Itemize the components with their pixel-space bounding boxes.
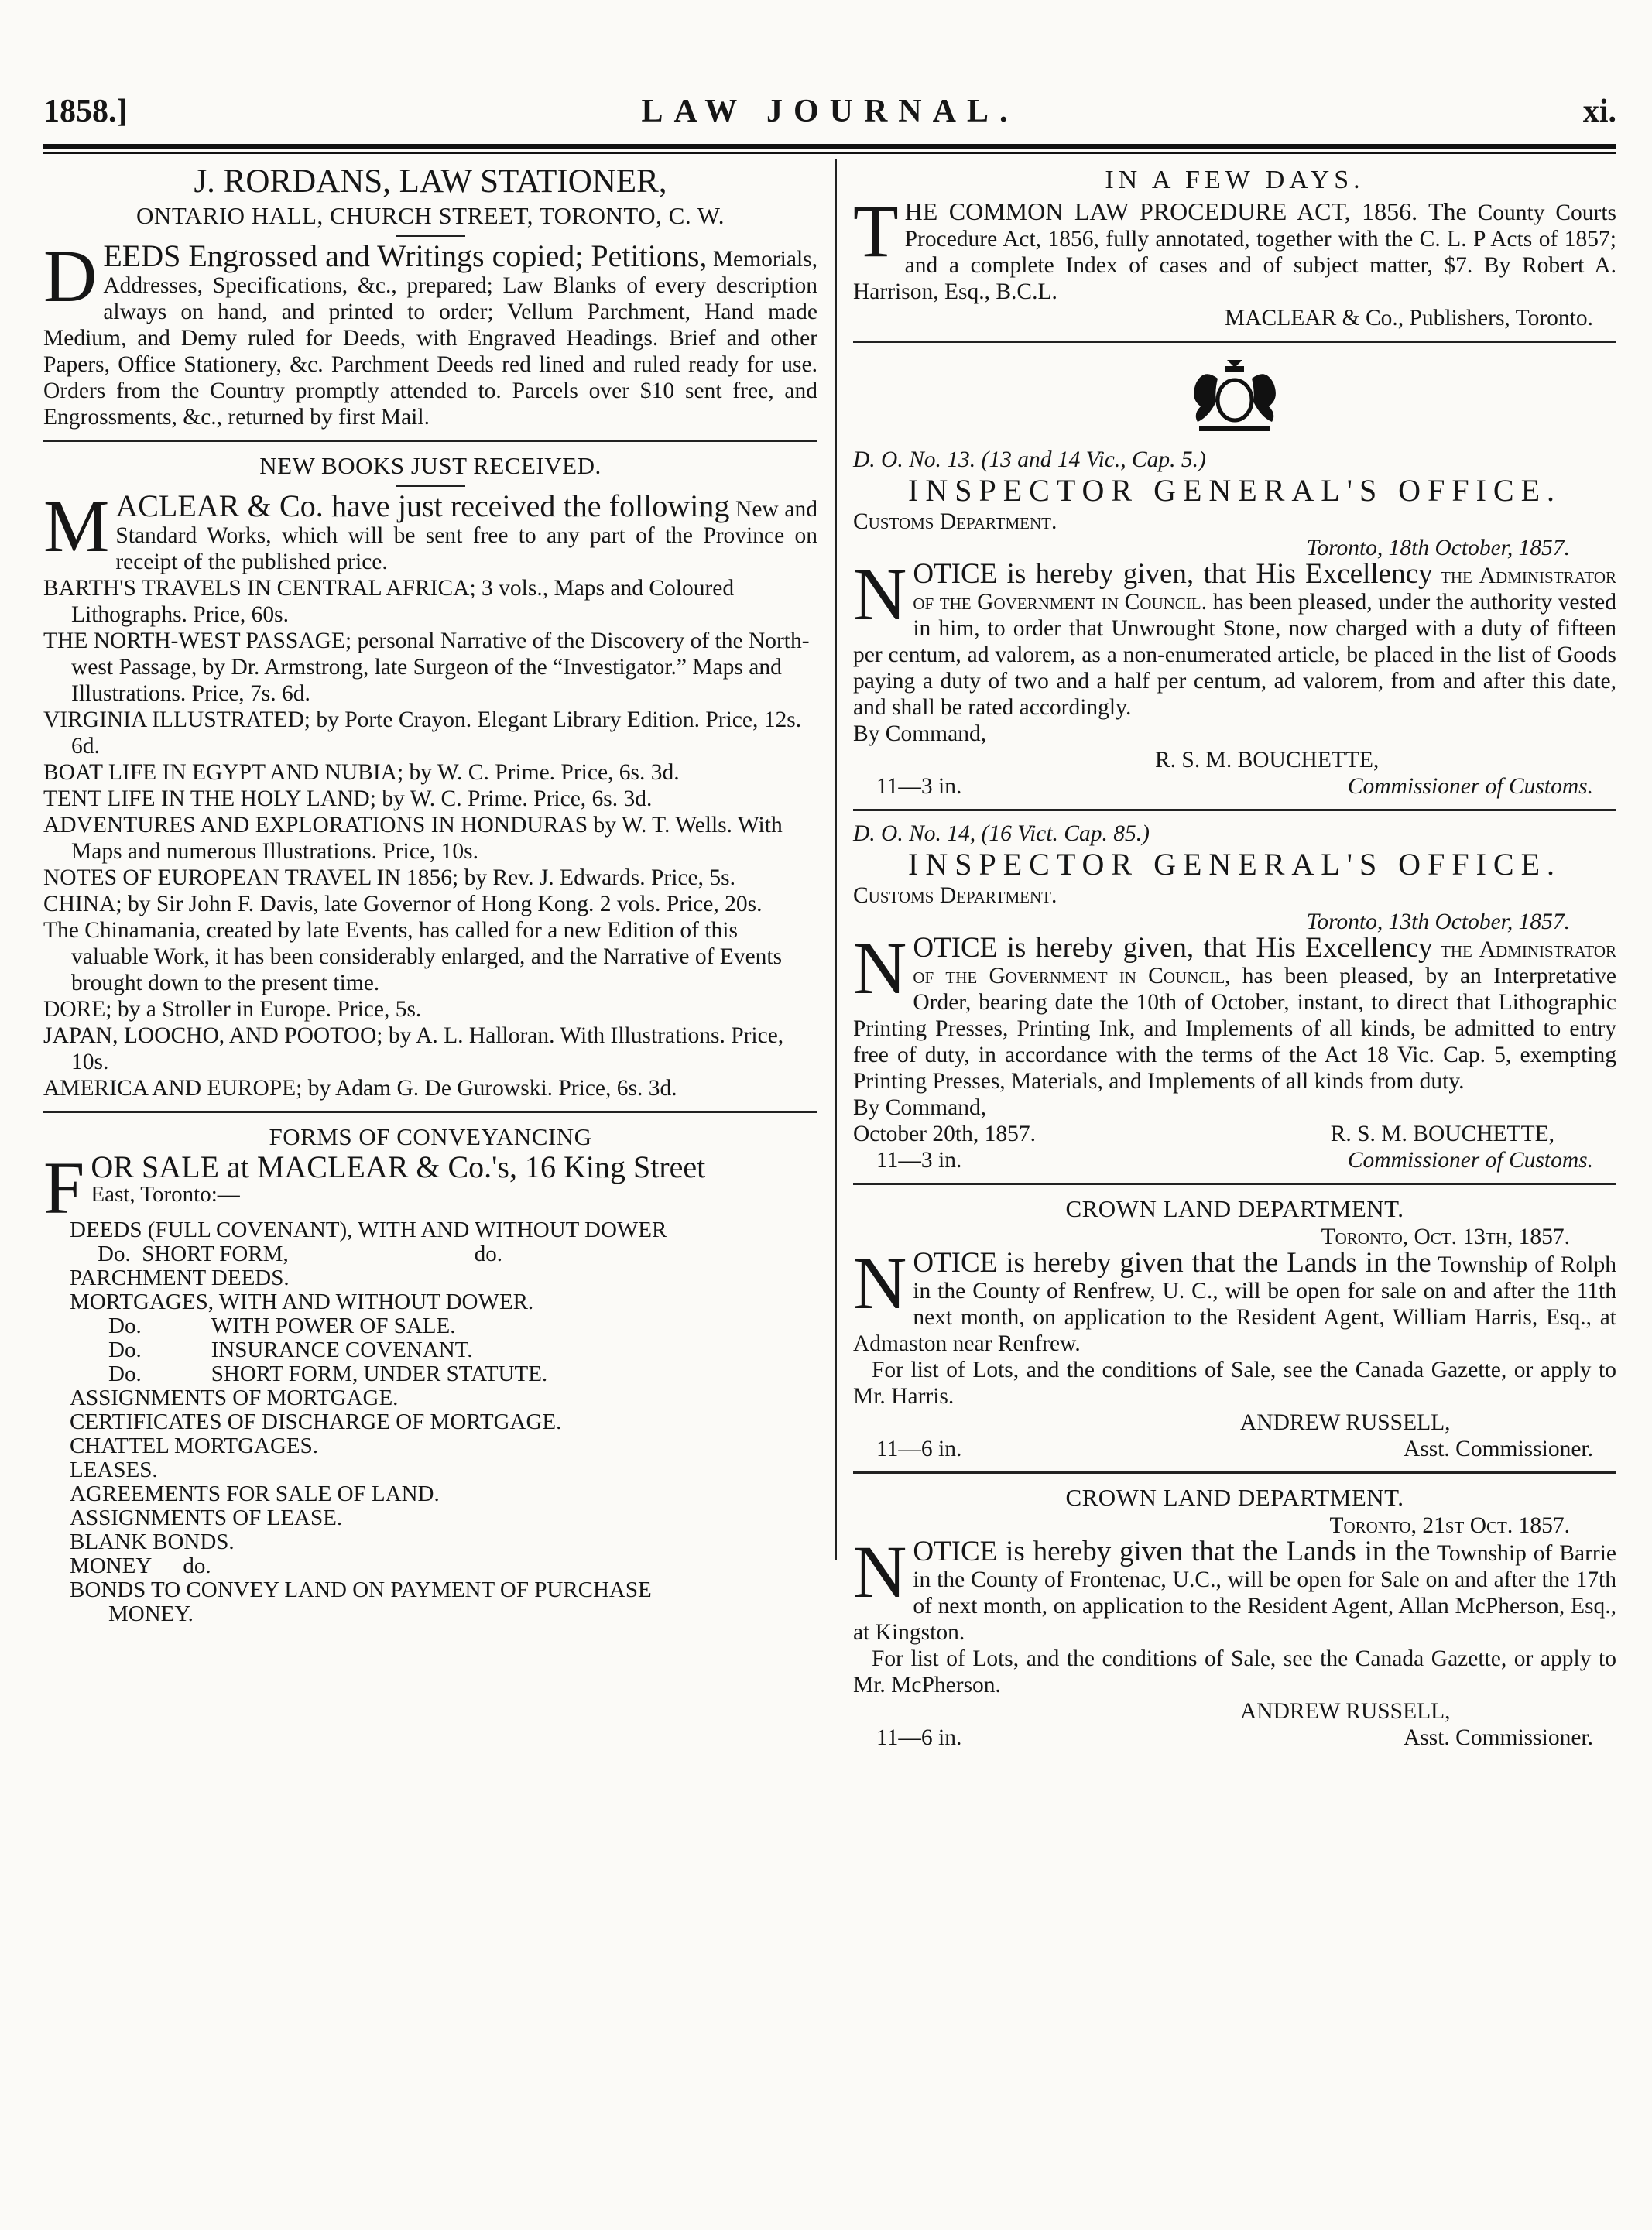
header-year: 1858.] <box>43 94 128 129</box>
section-rule <box>853 1183 1616 1185</box>
form-item: PARCHMENT DEEDS. <box>70 1266 290 1290</box>
drop-cap: F <box>43 1146 85 1229</box>
section-rule <box>853 809 1616 811</box>
form-item: INSURANCE COVENANT. <box>211 1338 473 1362</box>
book-item: NOTES OF EUROPEAN TRAVEL IN 1856; by Rev. J. Edwards. Price, 5s. <box>43 865 735 890</box>
header-page-number: xi. <box>1582 94 1616 129</box>
form-item: SHORT FORM, UNDER STATUTE. <box>211 1362 548 1386</box>
rordans-lead: EEDS Engrossed and Writings copied; Petitions, <box>103 238 708 273</box>
form-item: SHORT FORM, <box>142 1242 289 1266</box>
form-item: CHATTEL MORTGAGES. <box>70 1434 319 1458</box>
header-rule-thick <box>43 144 1616 149</box>
notice-13 <box>853 352 1616 800</box>
notice-14-size: 11—3 in. <box>876 1148 962 1173</box>
new-books-lead: ACLEAR & Co. have just received the following <box>115 488 730 523</box>
new-books-intro: New and Standard Works, which will be sent free to any part of the Province on receipt of the published price. <box>115 497 817 574</box>
crown-2-signer: ANDREW RUSSELL, <box>1240 1699 1451 1724</box>
notice-13-ref: D. O. No. 13. (13 and 14 Vic., Cap. 5.) <box>853 447 1206 472</box>
drop-cap: D <box>43 235 98 317</box>
forms-title: FORMS OF CONVEYANCING <box>269 1123 592 1150</box>
column-divider <box>835 159 837 1560</box>
crown-2-body: Township of Barrie in the County of Frontenac, U.C., will be open for Sale on and after the 17th of next month, on application to the Resident Agent, Allan McPherson, Esq., at Kingston. <box>853 1541 1617 1645</box>
book-item: CHINA; by Sir John F. Davis, late Governor of Hong Kong. 2 vols. Price, 20s. <box>43 892 763 916</box>
notice-14-date: Toronto, 13th October, 1857. <box>1306 909 1570 934</box>
crown-land-notice-2 <box>853 1483 1616 1751</box>
short-rule <box>396 235 465 237</box>
form-item: DEEDS (FULL COVENANT), WITH AND WITHOUT DOWER <box>70 1218 667 1242</box>
ditto: do. <box>474 1242 502 1266</box>
notice-14-role: Commissioner of Customs. <box>1347 1148 1593 1173</box>
form-item: LEASES. <box>70 1458 158 1482</box>
book-item: JAPAN, LOOCHO, AND POOTOO; by A. L. Halloran. With Illustrations. Price, 10s. <box>43 1023 784 1074</box>
notice-14-office: INSPECTOR GENERAL'S OFFICE. <box>908 847 1561 882</box>
notice-14-ref: D. O. No. 14, (16 Vict. Cap. 85.) <box>853 821 1150 846</box>
drop-cap: T <box>853 190 899 272</box>
form-item: AGREEMENTS FOR SALE OF LAND. <box>70 1482 440 1506</box>
few-days-publisher: MACLEAR & Co., Publishers, Toronto. <box>1225 306 1593 331</box>
ditto: Do. <box>108 1362 142 1386</box>
form-item: ASSIGNMENTS OF MORTGAGE. <box>70 1386 399 1410</box>
drop-cap: M <box>43 485 110 567</box>
form-item: MONEY <box>70 1553 153 1578</box>
ditto: do. <box>183 1553 211 1578</box>
rordans-address: ONTARIO HALL, CHURCH STREET, TORONTO, C. W. <box>136 202 725 229</box>
book-item: THE NORTH-WEST PASSAGE; personal Narrative of the Discovery of the North-west Passage, by Dr. Armstrong, late Surgeon of the “Investigator.” Maps and Illustrations. Price, 7s. 6d. <box>43 629 810 706</box>
crown-2-body2: For list of Lots, and the conditions of Sale, see the Canada Gazette, or apply to Mr. McPherson. <box>853 1646 1616 1697</box>
crown-1-lead: OTICE is hereby given that the Lands in the <box>913 1247 1431 1279</box>
header-rule-thin <box>43 152 1616 154</box>
book-item: VIRGINIA ILLUSTRATED; by Porte Crayon. Elegant Library Edition. Price, 12s. 6d. <box>43 707 802 759</box>
form-item: CERTIFICATES OF DISCHARGE OF MORTGAGE. <box>70 1410 562 1434</box>
crown-2-size: 11—6 in. <box>876 1725 962 1750</box>
crown-1-date: Toronto, Oct. 13th, 1857. <box>1321 1225 1570 1249</box>
book-item: AMERICA AND EUROPE; by Adam G. De Gurowski. Price, 6s. 3d. <box>43 1076 677 1101</box>
notice-13-dept: Customs Department. <box>853 509 1057 534</box>
notice-13-office: INSPECTOR GENERAL'S OFFICE. <box>908 473 1561 508</box>
few-days-advert <box>853 163 1616 331</box>
crown-2-date: Toronto, 21st Oct. 1857. <box>1329 1513 1570 1538</box>
book-item: DORE; by a Stroller in Europe. Price, 5s. <box>43 997 422 1022</box>
new-books-advert <box>43 451 817 1101</box>
header-title: LAW JOURNAL. <box>641 94 1019 129</box>
right-column <box>853 163 1616 1751</box>
notice-13-role: Commissioner of Customs. <box>1347 774 1593 799</box>
rordans-title: J. RORDANS, LAW STATIONER, <box>194 163 667 200</box>
book-item: TENT LIFE IN THE HOLY LAND; by W. C. Prime. Price, 6s. 3d. <box>43 786 653 811</box>
notice-13-date: Toronto, 18th October, 1857. <box>1306 536 1570 560</box>
section-rule <box>43 1111 817 1113</box>
form-item: MORTGAGES, WITH AND WITHOUT DOWER. <box>70 1290 534 1314</box>
book-note: The Chinamania, created by late Events, has called for a new Edition of this valuable Work, it has been considerably enlarged, and the Narrative of Events brought down to the present time. <box>43 918 783 995</box>
notice-14-dept: Customs Department. <box>853 883 1057 908</box>
ditto: Do. <box>98 1242 131 1266</box>
form-item: ASSIGNMENTS OF LEASE. <box>70 1506 343 1530</box>
crown-2-role: Asst. Commissioner. <box>1403 1725 1593 1750</box>
section-rule <box>43 440 817 442</box>
ditto: Do. <box>108 1338 142 1362</box>
notice-14-body1: the Administrator of the Government in Council, <box>913 937 1616 988</box>
new-books-title: NEW BOOKS JUST RECEIVED. <box>259 452 602 479</box>
crown-1-body: Township of Rolph in the County of Renfrew, U. C., will be open for sale on and after the 11th next month, on application to the Resident Agent, William Harris, Esq., at Admaston near Renfrew. <box>853 1252 1617 1356</box>
book-item: BOAT LIFE IN EGYPT AND NUBIA; by W. C. Prime. Price, 6s. 3d. <box>43 760 680 785</box>
ditto: Do. <box>108 1314 142 1338</box>
crown-1-signer: ANDREW RUSSELL, <box>1240 1410 1451 1435</box>
rordans-body: Memorials, Addresses, Specifications, &c., prepared; Law Blanks of every description always on hand, and printed to order; Vellum Parchment, Hand made Medium, and Demy ruled for Deeds, with Engraved Headings. Brief and other Papers, Office Stationery, &c. Parchment Deeds red lined and ruled ready for use. Orders from the Country promptly attended to. Parcels over $10 sent free, and Engrossments, &c., returned by first Mail. <box>43 247 818 430</box>
notice-14-signer: R. S. M. BOUCHETTE, <box>1330 1122 1554 1146</box>
few-days-title: IN A FEW DAYS. <box>1105 166 1365 194</box>
drop-cap: N <box>853 1242 907 1324</box>
drop-cap: N <box>853 927 907 1009</box>
crown-1-body2: For list of Lots, and the conditions of Sale, see the Canada Gazette, or apply to Mr. Harris. <box>853 1358 1616 1409</box>
notice-14-by: By Command, <box>853 1095 987 1120</box>
notice-13-body1: the Administrator of the Government in Council. <box>913 563 1616 615</box>
drop-cap: N <box>853 1530 907 1613</box>
notice-13-body2: has been pleased, under the authority vested in him, to order that Unwrought Stone, now charged with a duty of fifteen per centum, ad valorem, as a non-enumerated article, be placed in the list of Goods paying a duty of two and a half per centum, ad valorem, from and after this date, and shall be rated accordingly. <box>853 590 1617 720</box>
crown-1-title: CROWN LAND DEPARTMENT. <box>1065 1195 1404 1222</box>
journal-page <box>43 0 1616 2230</box>
notice-14-date2: October 20th, 1857. <box>853 1122 1036 1146</box>
notice-14-body2: has been pleased, by an Interpretative Order, bearing date the 10th of October, instant, to direct that Lithographic Printing Presses, Printing Ink, and Implements of all kinds, be admitted to entry free of duty, in accordance with the terms of the Act 18 Vic. Cap. 5, exempting Printing Presses, Materials, and Implements of all kinds from duty. <box>853 964 1616 1094</box>
left-column <box>43 163 817 1626</box>
forms-lead: OR SALE at MACLEAR & Co.'s, 16 King Street <box>91 1149 706 1184</box>
book-item: BARTH'S TRAVELS IN CENTRAL AFRICA; 3 vols., Maps and Coloured Lithographs. Price, 60s. <box>43 576 735 627</box>
crown-land-notice-1 <box>853 1194 1616 1462</box>
form-item: WITH POWER OF SALE. <box>211 1314 456 1338</box>
notice-13-lead: OTICE is hereby given, that His Excellency <box>913 558 1433 590</box>
form-item: MONEY. <box>108 1601 194 1626</box>
notice-14-lead: OTICE is hereby given, that His Excellency <box>913 932 1433 964</box>
crown-1-role: Asst. Commissioner. <box>1403 1437 1593 1461</box>
section-rule <box>853 341 1616 343</box>
notice-13-size: 11—3 in. <box>876 774 962 799</box>
form-item: BONDS TO CONVEY LAND ON PAYMENT OF PURCHASE <box>70 1577 652 1602</box>
crown-2-lead: OTICE is hereby given that the Lands in the <box>913 1536 1431 1567</box>
crown-1-size: 11—6 in. <box>876 1437 962 1461</box>
few-days-lead: HE COMMON LAW PROCEDURE ACT, 1856. The <box>904 197 1467 225</box>
crown-2-title: CROWN LAND DEPARTMENT. <box>1065 1484 1404 1511</box>
forms-advert <box>43 1122 817 1626</box>
forms-address: East, Toronto:— <box>91 1182 240 1207</box>
rordans-advert <box>43 163 817 430</box>
royal-coat-of-arms-icon <box>1181 352 1289 437</box>
book-item: ADVENTURES AND EXPLORATIONS IN HONDURAS by W. T. Wells. With Maps and numerous Illustrations. Price, 10s. <box>43 813 783 864</box>
form-item: BLANK BONDS. <box>70 1529 235 1554</box>
drop-cap: N <box>853 553 907 635</box>
few-days-body: County Courts Procedure Act, 1856, fully annotated, together with the C. L. P Acts of 1857; and a complete Index of cases and of subject matter, $7. By Robert A. Harrison, Esq., B.C.L. <box>853 200 1616 304</box>
notice-13-by: By Command, <box>853 721 987 746</box>
notice-13-signer: R. S. M. BOUCHETTE, <box>1155 748 1380 772</box>
notice-14 <box>853 820 1616 1173</box>
short-rule <box>396 485 465 487</box>
running-header <box>43 93 1616 139</box>
section-rule <box>853 1471 1616 1474</box>
